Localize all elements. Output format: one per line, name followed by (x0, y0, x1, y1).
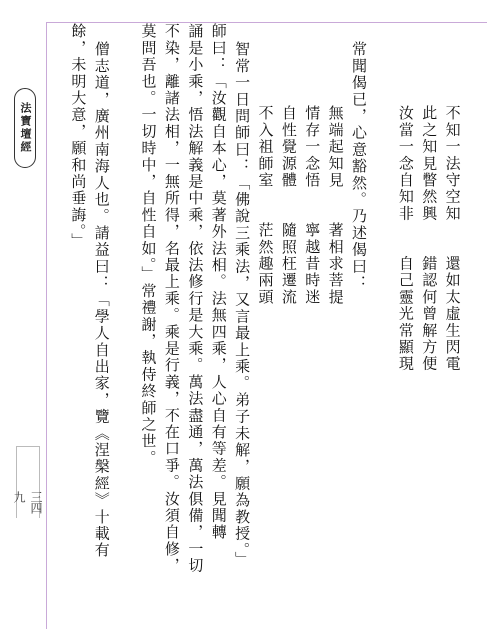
text-column (276, 23, 299, 623)
page-frame (46, 22, 487, 629)
column-text: 此之知見瞥然興 錯認何曾解方便 (420, 105, 439, 373)
column-text: 汝當一念自知非 自己靈光常顯現 (396, 105, 415, 373)
vertical-text-body (47, 23, 487, 623)
column-text: 餘，未明大意，願和尚垂誨。」 (69, 23, 88, 250)
column-text: 情存一念悟 寧越昔時迷 (303, 105, 322, 306)
text-column (183, 23, 206, 623)
column-text: 無端起知見 著相求菩提 (326, 105, 345, 306)
column-text: 自性覺源體 隨照枉遷流 (279, 105, 298, 306)
text-column (440, 23, 463, 623)
column-text: 不入祖師室 茫然趣兩頭 (256, 105, 275, 306)
column-text: 誦是小乘，悟法解義是中乘，依法修行是大乘。萬法盡通，萬法俱備，一切 (186, 23, 205, 575)
column-text: 不染，離諸法相，一無所得，名最上乘。乘是行義，不在口爭。汝須自修， (162, 23, 181, 575)
column-text: 僧志道，廣州南海人也。請益曰：「學人自出家，覽《涅槃經》十載有 (92, 41, 111, 559)
text-column (136, 23, 159, 623)
text-column (370, 23, 393, 623)
text-column (347, 23, 370, 623)
text-column (230, 23, 253, 623)
page-number: 三四九 (16, 446, 40, 518)
text-column (323, 23, 346, 623)
text-column (417, 23, 440, 623)
text-column (66, 23, 89, 623)
text-column (253, 23, 276, 623)
text-column (206, 23, 229, 623)
text-column (89, 23, 112, 623)
column-text: 智常一日問師曰：「佛說三乘法，又言最上乘。弟子未解，願為教授。」 (233, 41, 252, 568)
column-text: 常聞偈已，心意豁然。乃述偈曰： (350, 41, 369, 292)
text-column (393, 23, 416, 623)
text-column (113, 23, 136, 623)
book-title-tab: 法寶壇經 (14, 88, 36, 168)
text-column (464, 23, 487, 623)
column-text: 不知一法守空知 還如太虛生閃電 (443, 105, 462, 373)
text-column (300, 23, 323, 623)
column-text: 師曰：「汝觀自本心，莫著外法相。法無四乘，人心自有等差。見聞轉 (209, 23, 228, 541)
column-text: 莫問吾也。一切時中，自性自如。」常禮謝，執侍終師之世。 (139, 23, 158, 467)
text-column (160, 23, 183, 623)
